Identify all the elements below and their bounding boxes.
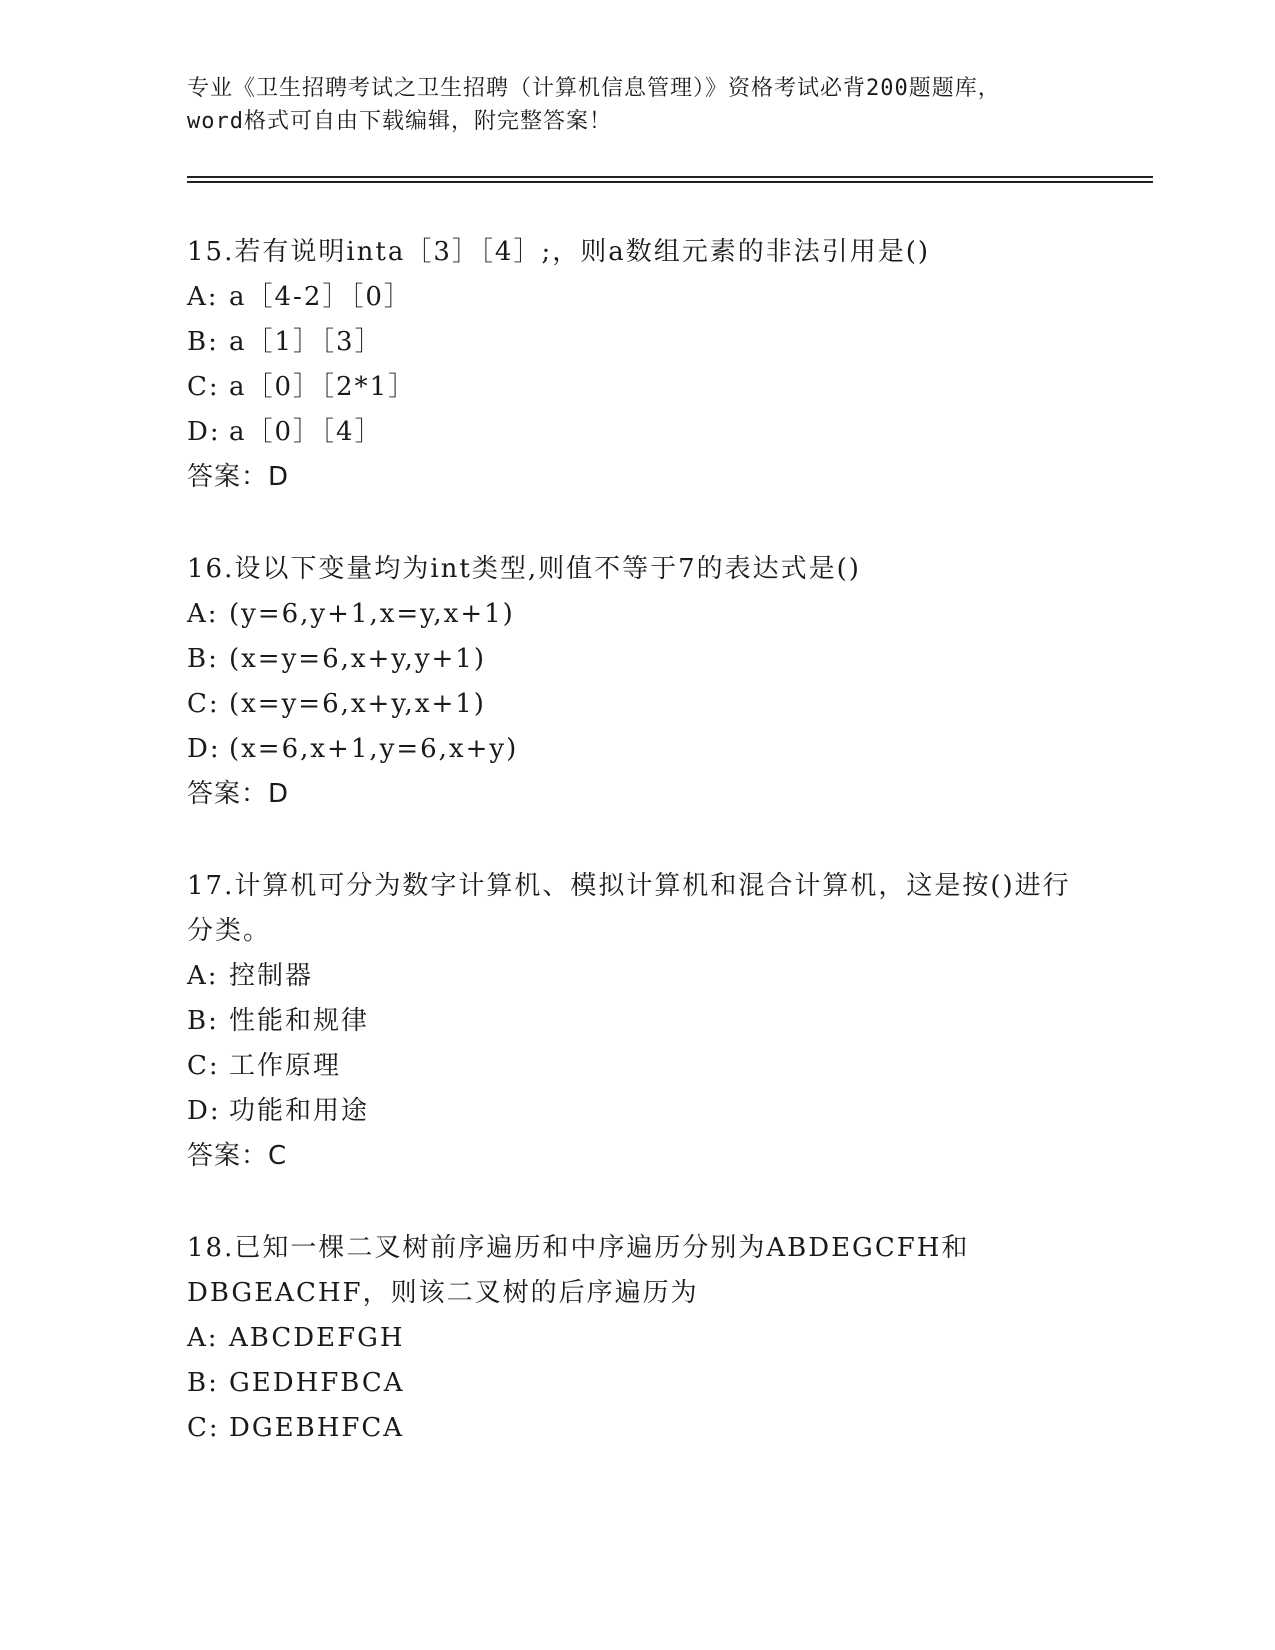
answer-line: 答案：C bbox=[187, 1141, 288, 1171]
option-text: (x=y=6,x+y,y+1) bbox=[229, 644, 486, 674]
option-c bbox=[187, 1044, 1087, 1089]
option-text: 工作原理 bbox=[229, 1051, 342, 1081]
header-divider-bottom bbox=[187, 181, 1153, 183]
option-a bbox=[187, 592, 1087, 637]
header-line-1: 专业《卫生招聘考试之卫生招聘（计算机信息管理）》资格考试必背200题题库， bbox=[187, 76, 1001, 101]
question-17 bbox=[187, 864, 1087, 1179]
option-a bbox=[187, 1316, 1087, 1361]
option-text: (x=y=6,x+y,x+1) bbox=[229, 689, 486, 719]
option-d bbox=[187, 727, 1087, 772]
option-c bbox=[187, 682, 1087, 727]
option-b bbox=[187, 999, 1087, 1044]
option-text: 功能和用途 bbox=[229, 1096, 370, 1126]
option-text: a［0］［4］ bbox=[229, 417, 383, 447]
document-header bbox=[187, 72, 1087, 138]
option-letter: C: bbox=[187, 372, 220, 402]
option-letter: B: bbox=[187, 1006, 219, 1036]
header-divider-top bbox=[187, 176, 1153, 178]
option-c bbox=[187, 1406, 1087, 1451]
option-text: DGEBHFCA bbox=[229, 1413, 405, 1443]
question-title: 16.设以下变量均为int类型,则值不等于7的表达式是() bbox=[187, 554, 861, 584]
option-b bbox=[187, 320, 1087, 365]
answer-line: 答案：D bbox=[187, 779, 290, 809]
option-letter: B: bbox=[187, 644, 219, 674]
option-text: a［4-2］［0］ bbox=[229, 282, 412, 312]
option-a bbox=[187, 275, 1087, 320]
question-16 bbox=[187, 547, 1087, 817]
question-title: 17.计算机可分为数字计算机、模拟计算机和混合计算机，这是按()进行分类。 bbox=[187, 871, 1071, 946]
option-letter: C: bbox=[187, 1051, 220, 1081]
option-text: a［1］［3］ bbox=[229, 327, 383, 357]
option-c bbox=[187, 365, 1087, 410]
option-letter: A: bbox=[187, 599, 219, 629]
option-text: 控制器 bbox=[229, 961, 314, 991]
option-text: a［0］［2*1］ bbox=[229, 372, 417, 402]
option-letter: A: bbox=[187, 282, 219, 312]
option-letter: B: bbox=[187, 1368, 219, 1398]
option-letter: A: bbox=[187, 961, 219, 991]
option-text: 性能和规律 bbox=[229, 1006, 370, 1036]
question-title: 18.已知一棵二叉树前序遍历和中序遍历分别为ABDEGCFH和DBGEACHF，则该二叉树的后序遍历为 bbox=[187, 1233, 970, 1308]
option-b bbox=[187, 637, 1087, 682]
question-18 bbox=[187, 1226, 1087, 1451]
option-letter: C: bbox=[187, 689, 220, 719]
option-a bbox=[187, 954, 1087, 999]
option-text: (y=6,y+1,x=y,x+1) bbox=[229, 599, 515, 629]
option-letter: C: bbox=[187, 1413, 220, 1443]
option-letter: A: bbox=[187, 1323, 219, 1353]
question-15 bbox=[187, 230, 1087, 500]
question-title: 15.若有说明inta［3］［4］;，则a数组元素的非法引用是() bbox=[187, 237, 930, 267]
option-text: ABCDEFGH bbox=[229, 1323, 405, 1353]
option-letter: D: bbox=[187, 417, 221, 447]
answer-line: 答案：D bbox=[187, 462, 290, 492]
option-b bbox=[187, 1361, 1087, 1406]
option-d bbox=[187, 1089, 1087, 1134]
option-letter: D: bbox=[187, 1096, 221, 1126]
option-d bbox=[187, 410, 1087, 455]
option-text: GEDHFBCA bbox=[229, 1368, 405, 1398]
header-line-2: word格式可自由下载编辑，附完整答案！ bbox=[187, 109, 612, 134]
option-letter: D: bbox=[187, 734, 221, 764]
option-text: (x=6,x+1,y=6,x+y) bbox=[229, 734, 519, 764]
option-letter: B: bbox=[187, 327, 219, 357]
